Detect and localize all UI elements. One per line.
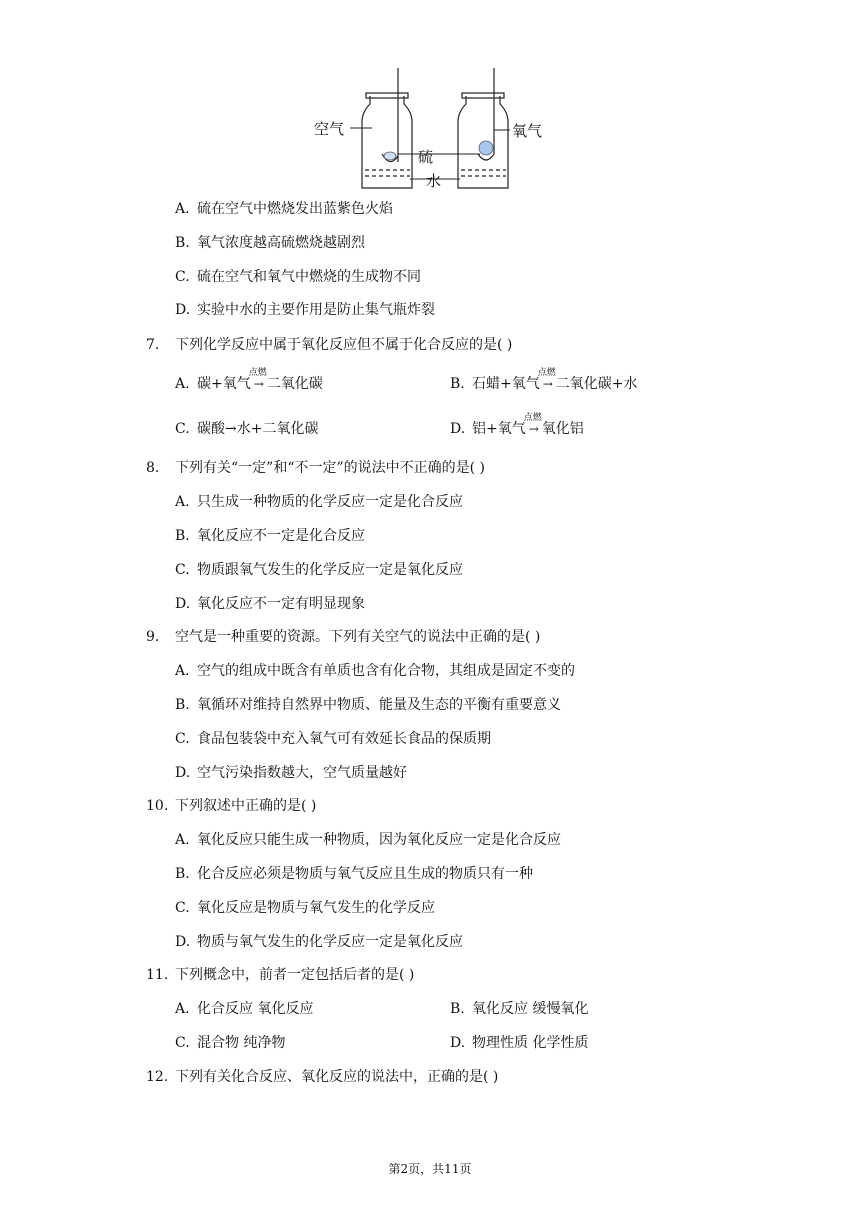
question-number: 9. [146, 629, 160, 645]
question-text: 下列有关化合反应、氧化反应的说法中，正确的是( ) [175, 1069, 499, 1085]
question-text: 下列叙述中正确的是( ) [175, 798, 317, 814]
q9-option-b: B. 氧循环对维持自然界中物质、能量及生态的平衡有重要意义 [175, 697, 561, 713]
q11-option-a: A. 化合反应 氧化反应 [175, 1001, 314, 1017]
question-number: 8. [146, 460, 160, 476]
q7-option-c: C. 碳酸→水+二氧化碳 [175, 421, 319, 437]
q6-option-c: C. 硫在空气和氧气中燃烧的生成物不同 [175, 269, 421, 285]
q10-option-d: D. 物质与氧气发生的化学反应一定是氧化反应 [175, 934, 463, 950]
reaction-arrow: 点燃 → [537, 368, 556, 391]
question-text: 下列化学反应中属于氧化反应但不属于化合反应的是( ) [175, 337, 513, 353]
q9-option-c: C. 食品包装袋中充入氧气可有效延长食品的保质期 [175, 731, 491, 747]
q7-option-d: D. 铝+氧气 点燃 → 氧化铝 [450, 413, 584, 437]
question-text: 空气是一种重要的资源。下列有关空气的说法中正确的是( ) [175, 629, 541, 645]
question-number: 12. [146, 1069, 169, 1085]
label-sulfur: 硫 [418, 148, 434, 166]
reaction-arrow: 点燃 → [248, 368, 267, 391]
q11-option-c: C. 混合物 纯净物 [175, 1035, 286, 1051]
q6-option-b: B. 氧气浓度越高硫燃烧越剧烈 [175, 235, 365, 251]
question-number: 11. [146, 967, 169, 983]
q8-option-a: A. 只生成一种物质的化学反应一定是化合反应 [175, 494, 463, 510]
q6-option-a: A. 硫在空气中燃烧发出蓝紫色火焰 [175, 201, 393, 217]
question-text: 下列概念中，前者一定包括后者的是( ) [175, 967, 415, 983]
experiment-figure [310, 66, 555, 192]
q10-option-c: C. 氧化反应是物质与氧气发生的化学反应 [175, 900, 435, 916]
q9-option-a: A. 空气的组成中既含有单质也含有化合物，其组成是固定不变的 [175, 663, 575, 679]
q7-option-b: B. 石蜡+氧气 点燃 → 二氧化碳+水 [450, 368, 638, 392]
q10-option-b: B. 化合反应必须是物质与氧气反应且生成的物质只有一种 [175, 866, 533, 882]
q10-option-a: A. 氧化反应只能生成一种物质，因为氧化反应一定是化合反应 [175, 832, 561, 848]
page-footer: 第2页，共11页 [388, 1162, 472, 1176]
q8-option-d: D. 氧化反应不一定有明显现象 [175, 596, 365, 612]
q11-option-b: B. 氧化反应 缓慢氧化 [450, 1001, 589, 1017]
label-oxygen: 氧气 [512, 122, 543, 140]
q8-option-c: C. 物质跟氧气发生的化学反应一定是氧化反应 [175, 562, 463, 578]
question-number: 7. [146, 337, 160, 353]
label-water: 水 [426, 172, 442, 190]
q11-option-d: D. 物理性质 化学性质 [450, 1035, 589, 1051]
q8-option-b: B. 氧化反应不一定是化合反应 [175, 528, 365, 544]
reaction-arrow: 点燃 → [523, 413, 542, 436]
question-number: 10. [146, 798, 169, 814]
q9-option-d: D. 空气污染指数越大，空气质量越好 [175, 765, 407, 781]
q7-option-a: A. 碳+氧气 点燃 → 二氧化碳 [175, 368, 323, 392]
label-air: 空气 [314, 120, 345, 138]
q6-option-d: D. 实验中水的主要作用是防止集气瓶炸裂 [175, 302, 435, 318]
question-text: 下列有关“一定”和“不一定”的说法中不正确的是( ) [175, 460, 486, 476]
